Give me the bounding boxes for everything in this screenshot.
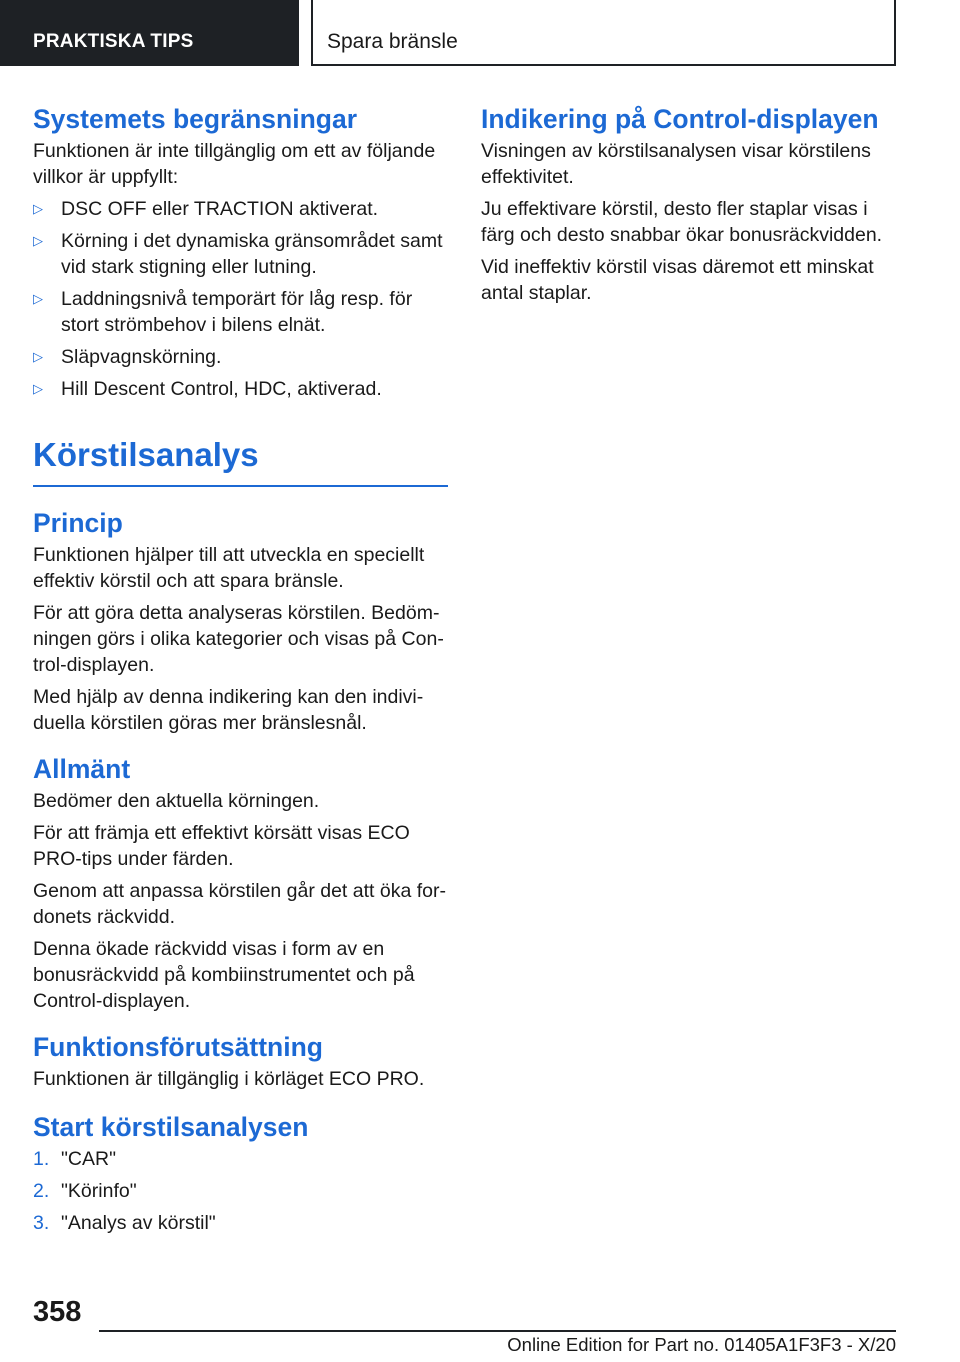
principle-paragraph: Funktionen hjälper till att utveckla en speciellt effektiv körstil och att spara bränsle. xyxy=(33,544,425,592)
triangle-right-icon: ▷ xyxy=(33,201,43,216)
limits-intro: Funktionen är inte tillgänglig om ett av följande villkor är uppfyllt: xyxy=(33,140,436,188)
triangle-right-icon: ▷ xyxy=(33,233,43,248)
edition-text: Online Edition for Part no. 01405A1F3F3 - X/20 xyxy=(507,1334,896,1355)
triangle-right-icon: ▷ xyxy=(33,381,43,396)
page-header xyxy=(0,0,960,66)
display-paragraph: Visningen av körstilsanalysen visar körstilens effektivitet. xyxy=(481,140,871,188)
triangle-right-icon: ▷ xyxy=(33,349,43,364)
title-rule xyxy=(33,485,448,487)
start-steps xyxy=(33,1146,448,1236)
list-item: ▷ Hill Descent Control, HDC, aktiverad. xyxy=(33,378,382,400)
list-item: ▷ DSC OFF eller TRACTION aktiverat. xyxy=(33,198,379,220)
footer-rule xyxy=(99,1330,896,1332)
chapter-tab: Spara bränsle xyxy=(311,0,896,66)
right-column xyxy=(481,100,896,306)
list-item: ▷ Laddningsnivå temporärt för låg resp. för stort strömbehov i bilens elnät. xyxy=(33,288,413,336)
display-paragraph: Ju effektivare körstil, desto fler staplar visas i färg och desto snabbar ökar bonusräckvidden. xyxy=(481,198,883,246)
requirement-heading: Funktionsförutsättning xyxy=(33,1032,323,1062)
start-heading: Start körstilsanalysen xyxy=(33,1112,309,1142)
limits-heading: Systemets begränsningar xyxy=(33,104,358,134)
general-paragraph: Genom att anpassa körstilen går det att öka fordonets räckvidd. xyxy=(33,880,446,928)
list-item: 3. "Analys av körstil" xyxy=(33,1212,216,1234)
list-item: 1. "CAR" xyxy=(33,1148,117,1170)
general-paragraph: För att främja ett effektivt körsätt visas ECO PRO-tips under färden. xyxy=(33,822,410,870)
left-column xyxy=(33,100,448,1236)
triangle-right-icon: ▷ xyxy=(33,291,43,306)
display-heading: Indikering på Control-displayen xyxy=(481,104,879,134)
main-title: Körstilsanalys xyxy=(33,436,259,473)
section-tab: PRAKTISKA TIPS xyxy=(0,0,299,66)
list-item: 2. "Körinfo" xyxy=(33,1180,137,1202)
principle-paragraph: Med hjälp av denna indikering kan den individuella körstilen göras mer bränslesnål. xyxy=(33,686,424,734)
general-paragraph: Denna ökade räckvidd visas i form av en bonusräckvidd på kombiinstrumentet och på Control-displayen. xyxy=(33,938,415,1012)
general-heading: Allmänt xyxy=(33,754,131,784)
display-paragraph: Vid ineffektiv körstil visas däremot ett minskat antal staplar. xyxy=(481,256,874,304)
limits-list xyxy=(33,196,448,402)
list-item: ▷ Körning i det dynamiska gränsområdet samt vid stark stigning eller lutning. xyxy=(33,230,443,278)
page-number: 358 xyxy=(33,1296,82,1328)
principle-heading: Princip xyxy=(33,508,123,538)
list-item: ▷ Släpvagnskörning. xyxy=(33,346,222,368)
principle-paragraph: För att göra detta analyseras körstilen. Bedömningen görs i olika kategorier och visas på Control-displayen. xyxy=(33,602,444,676)
general-paragraph: Bedömer den aktuella körningen. xyxy=(33,790,320,812)
requirement-text: Funktionen är tillgänglig i körläget ECO PRO. xyxy=(33,1068,425,1090)
